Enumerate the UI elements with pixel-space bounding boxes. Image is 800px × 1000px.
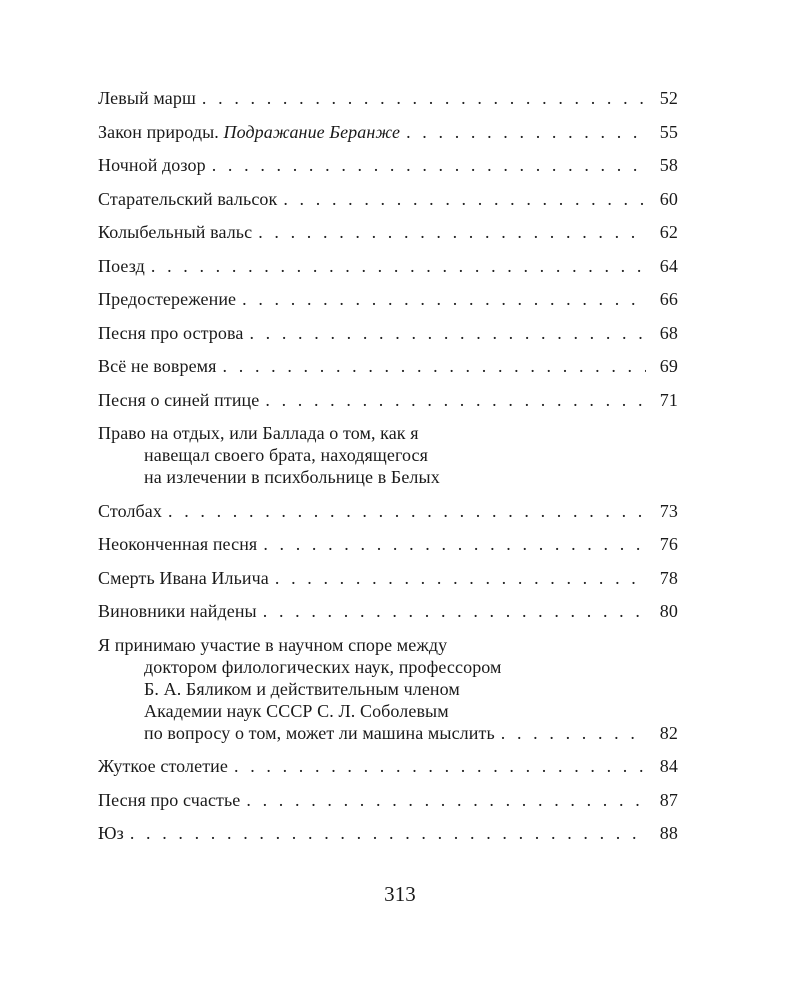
toc-entry-title-main: Закон природы. bbox=[98, 121, 224, 142]
table-of-contents bbox=[98, 87, 678, 856]
dot-leader bbox=[501, 722, 646, 744]
toc-entry bbox=[98, 789, 678, 811]
toc-entry-title: Старательский вальсок bbox=[98, 188, 278, 209]
toc-entry-title-line: Право на отдых, или Баллада о том, как я bbox=[98, 423, 419, 443]
toc-entry-page: 71 bbox=[659, 389, 678, 410]
toc-entry-title-italic: Подражание Беранже bbox=[223, 121, 401, 142]
toc-entry-title: Левый марш bbox=[98, 88, 196, 108]
toc-entry-page: 62 bbox=[659, 222, 678, 242]
toc-entry-title: Неоконченная песня bbox=[98, 534, 258, 554]
toc-entry bbox=[98, 567, 678, 589]
dot-leader bbox=[242, 288, 646, 310]
toc-entry-title-line: на излечении в психбольнице в Белых bbox=[144, 467, 440, 487]
toc-entry-title: Смерть Ивана Ильича bbox=[98, 567, 269, 588]
toc-entry-page: 76 bbox=[659, 534, 678, 554]
toc-entry bbox=[98, 288, 678, 310]
toc-entry-title: Песня о синей птице bbox=[98, 389, 260, 410]
toc-entry-title-line: доктором филологических наук, профессором bbox=[144, 656, 502, 677]
toc-entry-title-line: Б. А. Бяликом и действительным членом bbox=[144, 678, 460, 699]
toc-entry bbox=[98, 188, 678, 210]
dot-leader bbox=[223, 355, 646, 377]
toc-entry-page: 88 bbox=[659, 823, 678, 843]
toc-entry-page: 66 bbox=[659, 289, 678, 309]
toc-entry-page: 55 bbox=[659, 121, 678, 142]
toc-entry-title: Предостережение bbox=[98, 289, 237, 309]
toc-entry-title: Песня про счастье bbox=[98, 789, 241, 810]
toc-entry-title: Колыбельный вальс bbox=[98, 222, 253, 242]
dot-leader bbox=[168, 500, 646, 522]
toc-entry-page: 64 bbox=[659, 255, 678, 276]
toc-entry-page: 58 bbox=[659, 155, 678, 175]
toc-entry-page: 78 bbox=[659, 567, 678, 588]
toc-entry-title: Жуткое столетие bbox=[98, 756, 228, 776]
dot-leader bbox=[130, 822, 646, 844]
toc-entry-page: 84 bbox=[659, 756, 678, 776]
toc-entry bbox=[98, 822, 678, 844]
toc-entry-title: Всё не вовремя bbox=[98, 356, 217, 376]
toc-entry-title: Ночной дозор bbox=[98, 155, 206, 175]
toc-entry-page: 68 bbox=[659, 322, 678, 343]
dot-leader bbox=[249, 322, 646, 344]
toc-entry bbox=[98, 322, 678, 344]
toc-entry-page: 73 bbox=[659, 500, 678, 521]
page-number: 313 bbox=[384, 882, 416, 906]
toc-entry bbox=[98, 154, 678, 176]
toc-entry-title-line: Я принимаю участие в научном споре между bbox=[98, 634, 448, 655]
toc-entry bbox=[98, 755, 678, 777]
toc-entry bbox=[98, 500, 678, 522]
dot-leader bbox=[246, 789, 646, 811]
dot-leader bbox=[212, 154, 646, 176]
toc-entry bbox=[98, 389, 678, 411]
toc-entry-title-line: по вопросу о том, может ли машина мыслить bbox=[144, 722, 495, 743]
toc-entry bbox=[98, 221, 678, 243]
dot-leader bbox=[283, 188, 646, 210]
dot-leader bbox=[263, 533, 646, 555]
toc-entry-page: 52 bbox=[659, 88, 678, 108]
dot-leader bbox=[263, 600, 646, 622]
toc-entry bbox=[98, 121, 678, 143]
toc-entry-multiline bbox=[98, 422, 678, 488]
toc-entry bbox=[98, 255, 678, 277]
toc-entry-title bbox=[98, 121, 400, 143]
dot-leader bbox=[258, 221, 646, 243]
toc-entry-title: Юз bbox=[98, 823, 124, 843]
toc-entry-title: Песня про острова bbox=[98, 322, 244, 343]
toc-entry-multiline bbox=[98, 634, 678, 744]
toc-entry-page: 60 bbox=[659, 188, 678, 209]
toc-entry-title: Поезд bbox=[98, 255, 145, 276]
toc-entry-title-line: навещал своего брата, находящегося bbox=[144, 445, 429, 465]
toc-entry-page: 82 bbox=[659, 722, 678, 743]
toc-entry bbox=[98, 87, 678, 109]
toc-entry bbox=[98, 533, 678, 555]
toc-entry bbox=[98, 355, 678, 377]
dot-leader bbox=[234, 755, 646, 777]
dot-leader bbox=[406, 121, 646, 143]
dot-leader bbox=[202, 87, 646, 109]
toc-entry-page: 69 bbox=[659, 356, 678, 376]
dot-leader bbox=[265, 389, 646, 411]
toc-entry-page: 80 bbox=[659, 601, 678, 621]
dot-leader bbox=[275, 567, 646, 589]
toc-entry-page: 87 bbox=[659, 789, 678, 810]
toc-entry bbox=[98, 600, 678, 622]
toc-entry-title-line: Академии наук СССР С. Л. Соболевым bbox=[144, 700, 449, 721]
dot-leader bbox=[151, 255, 646, 277]
toc-entry-title: Столбах bbox=[98, 500, 162, 521]
toc-entry-title: Виновники найдены bbox=[98, 601, 257, 621]
